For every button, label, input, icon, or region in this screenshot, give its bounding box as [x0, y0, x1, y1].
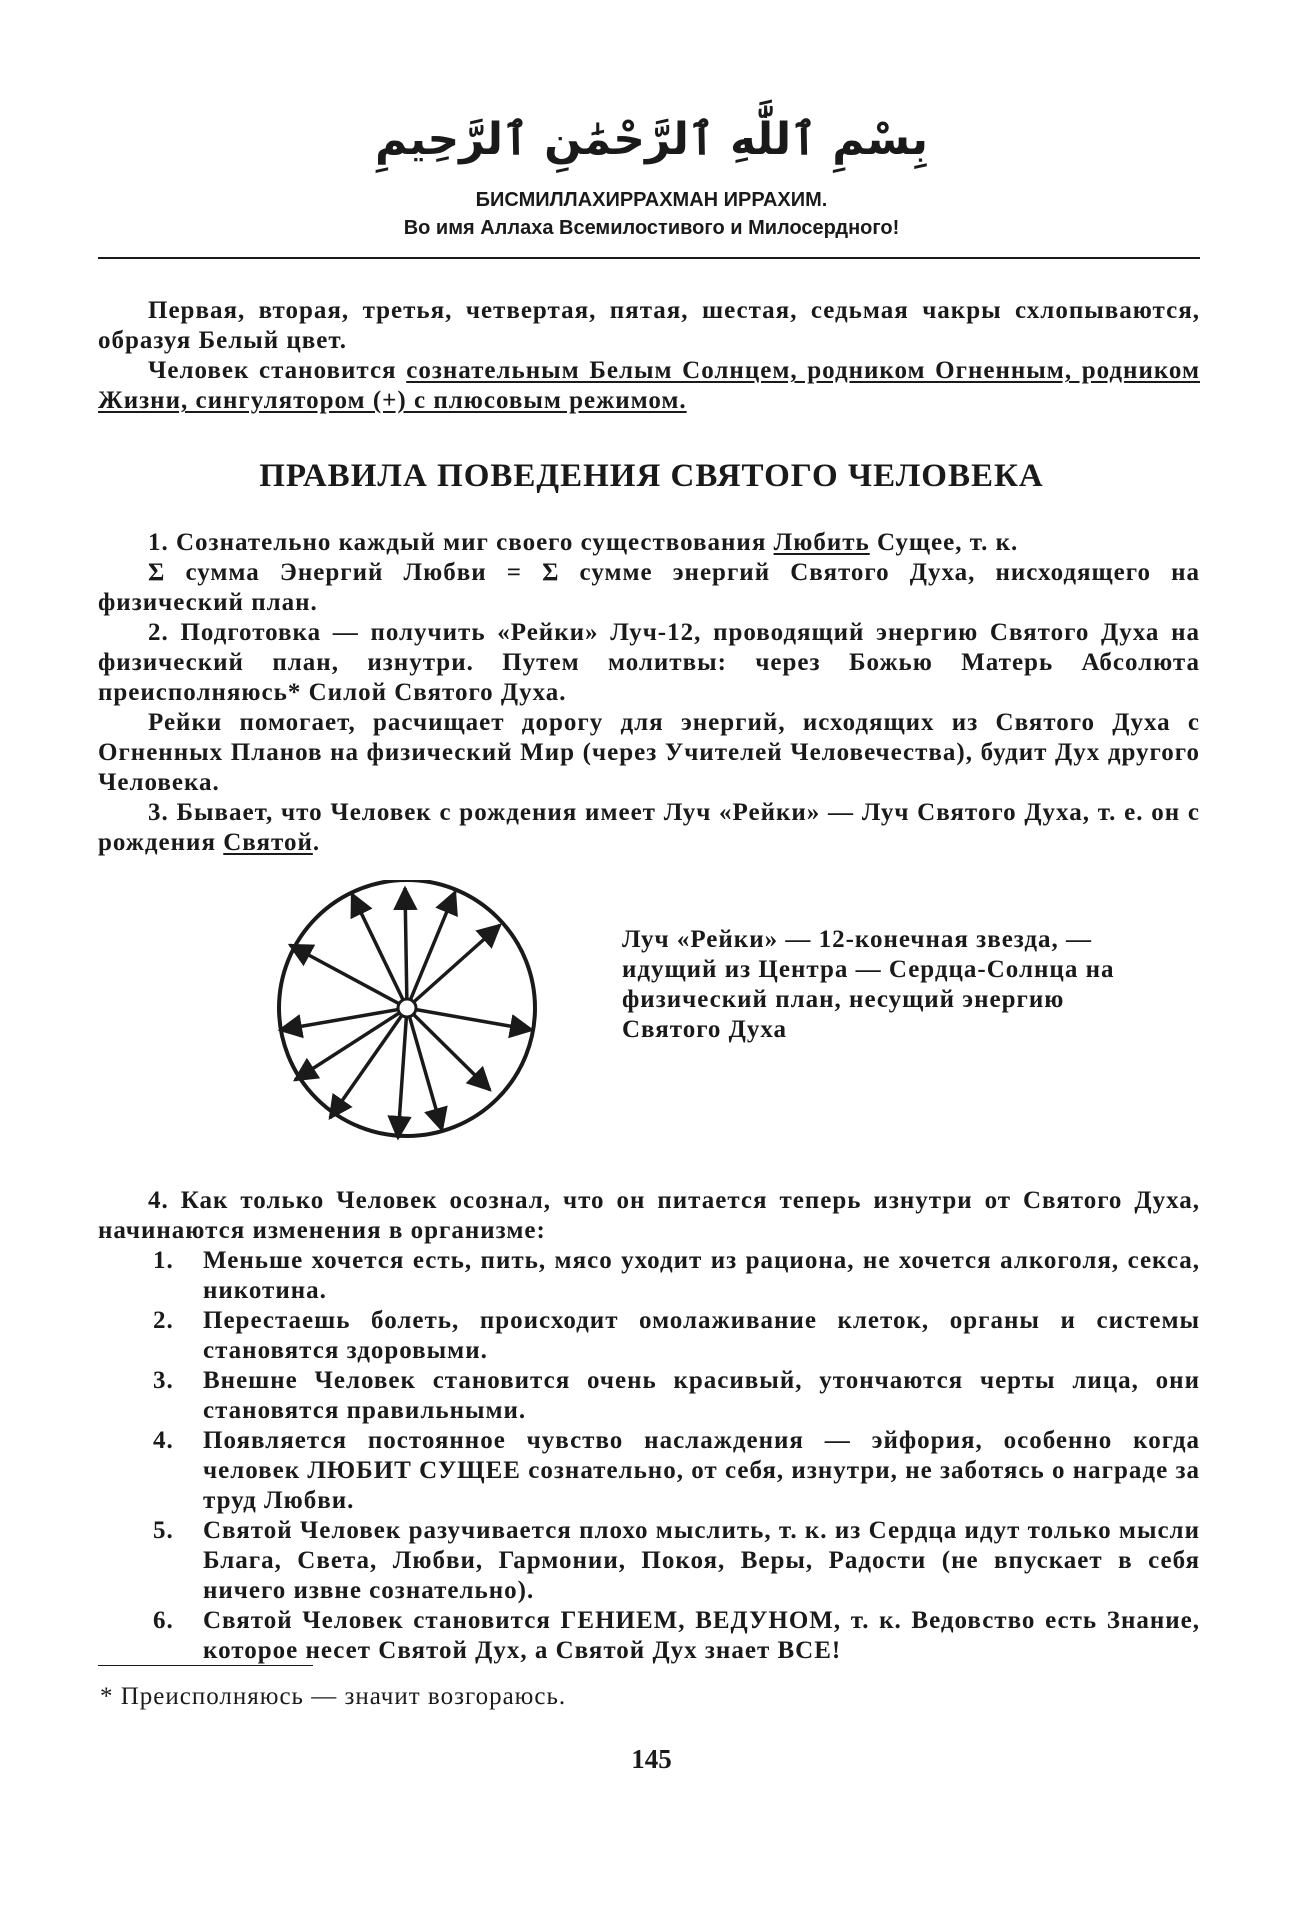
list-item-text: Появляется постоянное чувство наслаждения — эйфория, особенно когда человек ЛЮБИТ СУЩЕЕ сознательно, от себя, изнутри, не заботясь о награде за труд Любви. [203, 1427, 1200, 1514]
list-item [98, 1366, 1200, 1426]
intro-p2-underlined: сознательным Белым Солнцем, родником Огненным, родником Жизни, сингулятором (+) с плюсовым режимом. [98, 357, 1200, 414]
basmala-translation: Во имя Аллаха Всемилостивого и Милосердного! [403, 217, 900, 239]
ray-12 [352, 894, 407, 1008]
ray-3 [407, 925, 500, 1008]
list-item [98, 1606, 1200, 1666]
list-item [98, 1426, 1200, 1516]
section-title: ПРАВИЛА ПОВЕДЕНИЯ СВЯТОГО ЧЕЛОВЕКА [259, 458, 1044, 494]
intro-text [98, 296, 1200, 416]
list-item-number: 5. [153, 1517, 174, 1544]
list-item-number: 6. [153, 1607, 174, 1634]
rule-1-lead: 1. Сознательно каждый миг своего существования [148, 529, 774, 556]
list-item-text: Внешне Человек становится очень красивый, утончаются черты лица, они становятся правильными. [203, 1367, 1200, 1424]
page-number: 145 [631, 1744, 672, 1774]
header-divider [98, 257, 1200, 259]
list-item-text: Меньше хочется есть, пить, мясо уходит из рациона, не хочется алкоголя, секса, никотина. [203, 1247, 1200, 1304]
rule-3-underlined: Святой [223, 829, 313, 856]
rule-4-section [98, 1186, 1200, 1666]
intro-p2-lead: Человек становится [148, 357, 407, 384]
diagram-center [398, 999, 416, 1017]
rule-2: 2. Подготовка — получить «Рейки» Луч-12, проводящий энергию Святого Духа на физический план, изнутри. Путем молитвы: через Божью Матерь Абсолюта преисполняюсь* Силой Святого Духа. [98, 619, 1200, 706]
list-item [98, 1306, 1200, 1366]
figure-caption: Луч «Рейки» — 12-конечная звезда, — идущий из Центра — Сердца-Солнца на физический план, несущий энергию Святого Духа [622, 926, 1115, 1043]
footnote: * Преисполняюсь — значит возгораюсь. [100, 1683, 567, 1710]
ray-11 [290, 945, 407, 1008]
list-item-number: 3. [153, 1367, 174, 1394]
ray-2 [407, 892, 455, 1008]
ray-1 [405, 888, 407, 1008]
list-item [98, 1516, 1200, 1606]
reiki-star-diagram [270, 880, 550, 1160]
ray-7 [398, 1008, 407, 1138]
list-item-text: Святой Человек становится ГЕНИЕМ, ВЕДУНОМ, т. к. Ведовство есть Знание, которое несет Святой Дух, а Святой Дух знает ВСЕ! [203, 1607, 1200, 1664]
list-item-text: Святой Человек разучивается плохо мыслить, т. к. из Сердца идут только мысли Блага, Света, Любви, Гармонии, Покоя, Веры, Радости (не впускает в себя ничего извне сознательно). [203, 1517, 1200, 1604]
rule-3-lead: 3. Бывает, что Человек с рождения имеет Луч «Рейки» — Луч Святого Духа, т. е. он с рождения [98, 799, 1200, 856]
list-item-number: 2. [153, 1307, 174, 1334]
rules-text [98, 528, 1200, 858]
list-item-text: Перестаешь болеть, происходит омолаживание клеток, органы и системы становятся здоровыми. [203, 1307, 1200, 1364]
rule-3-tail: . [312, 829, 321, 856]
rule-3 [98, 798, 1200, 858]
list-item-number: 4. [153, 1427, 174, 1454]
footnote-divider [98, 1665, 313, 1666]
rule-4-intro: 4. Как только Человек осознал, что он питается теперь изнутри от Святого Духа, начинаются изменения в организме: [98, 1187, 1200, 1244]
list-item [98, 1246, 1200, 1306]
basmala-transliteration: БИСМИЛЛАХИРРАХМАН ИРРАХИМ. [475, 189, 828, 211]
intro-paragraph-1: Первая, вторая, третья, четвертая, пятая, шестая, седьмая чакры схлопываются, образуя Белый цвет. [98, 297, 1200, 354]
ray-8 [330, 1008, 407, 1118]
rule-1-tail: Сущее, т. к. [869, 529, 1019, 556]
list-item-number: 1. [153, 1247, 174, 1274]
rule-2-continued: Рейки помогает, расчищает дорогу для энергий, исходящих из Святого Духа с Огненных Планов на физический Мир (через Учителей Человечества), будит Дух другого Человека. [98, 709, 1200, 796]
changes-list [98, 1246, 1200, 1666]
rule-1-sum: Σ сумма Энергий Любви = Σ сумме энергий Святого Духа, нисходящего на физический план. [98, 559, 1200, 616]
intro-paragraph-2 [98, 356, 1200, 416]
basmala-calligraphy: بِسْمِ ٱللَّٰهِ ٱلرَّحْمَٰنِ ٱلرَّحِيمِ [374, 114, 929, 165]
rule-1 [98, 528, 1200, 558]
rule-1-underlined: Любить [773, 529, 870, 556]
